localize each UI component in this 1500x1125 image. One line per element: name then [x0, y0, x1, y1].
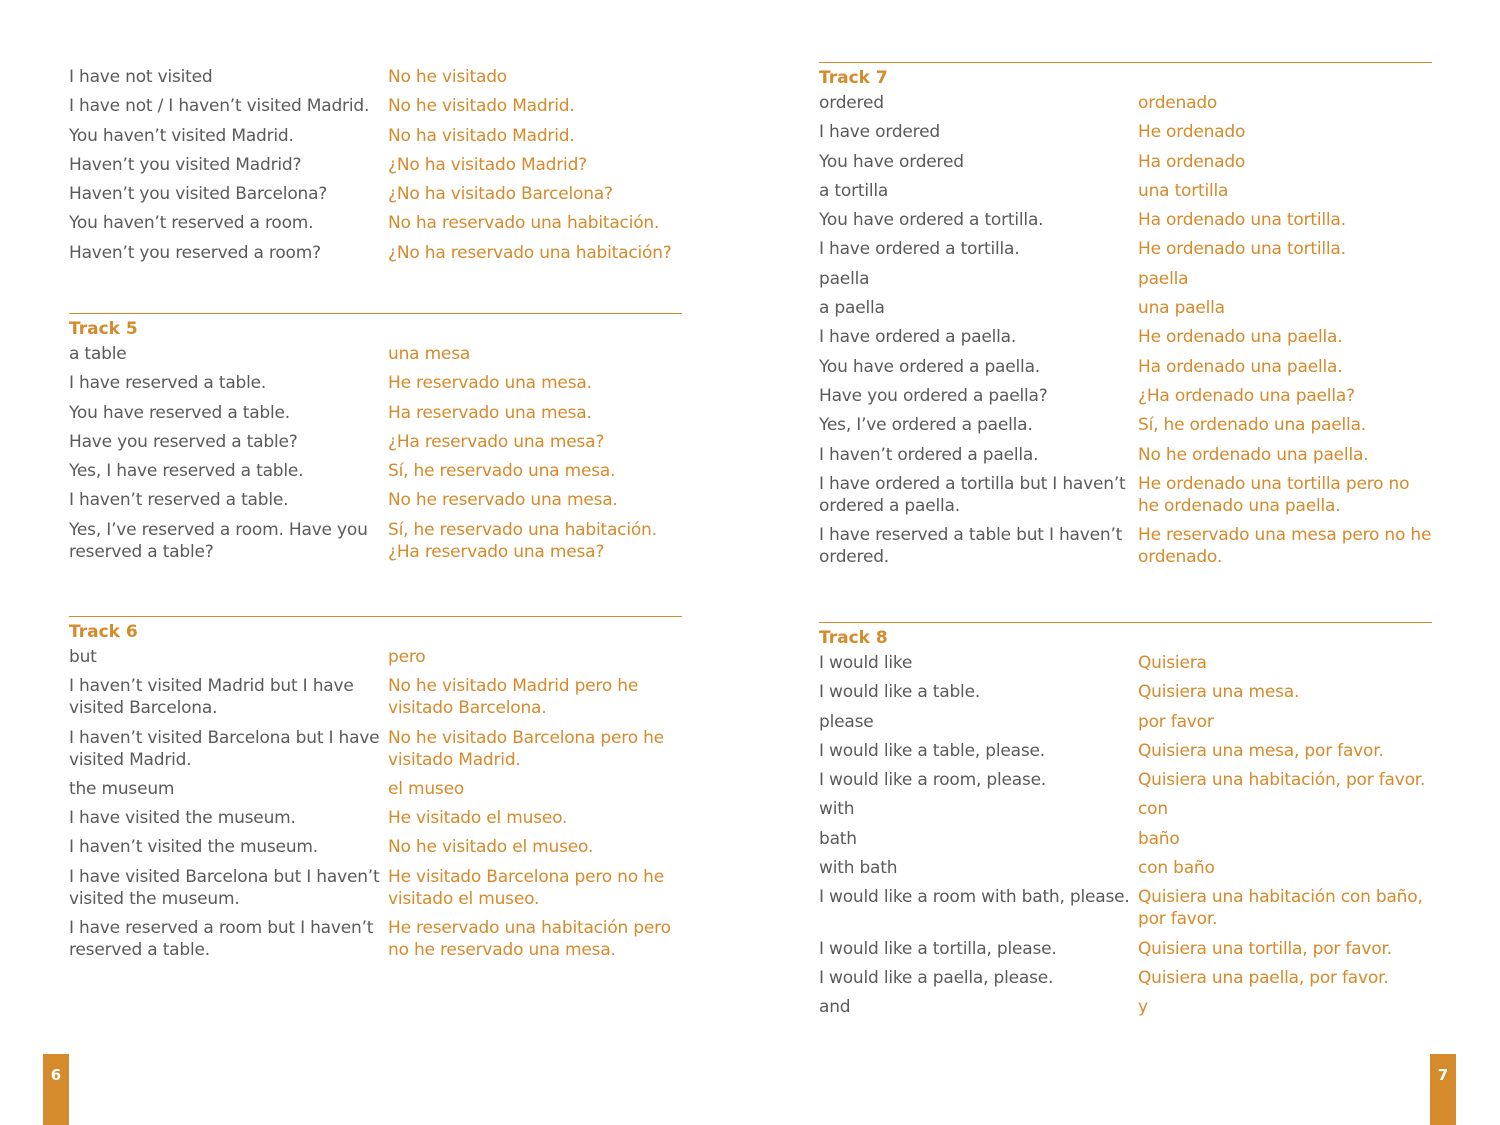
phrase-row — [819, 967, 1432, 989]
section-divider — [69, 313, 682, 314]
phrase-row — [69, 489, 682, 511]
phrase-row — [819, 524, 1432, 568]
phrase-row — [69, 242, 682, 264]
english-phrase: bath — [819, 828, 857, 849]
spanish-phrase: No he visitado Madrid. — [388, 96, 575, 117]
english-phrase: I would like a table, please. — [819, 740, 1045, 761]
phrase-row — [819, 268, 1432, 290]
phrase-row — [819, 385, 1432, 407]
phrase-row — [69, 727, 682, 771]
phrase-row — [819, 444, 1432, 466]
spanish-phrase: He visitado el museo. — [388, 808, 568, 829]
spanish-phrase: No he visitado Madrid pero he visitado Barcelona. — [388, 676, 639, 719]
spanish-phrase: No he visitado Barcelona pero he visitado Madrid. — [388, 727, 664, 770]
phrase-row — [819, 92, 1432, 114]
track-8-title: Track 8 — [819, 628, 888, 648]
phrase-row — [819, 414, 1432, 436]
english-phrase: Have you ordered a paella? — [819, 385, 1048, 406]
spanish-phrase: He ordenado — [1138, 122, 1246, 143]
spanish-phrase: ¿Ha ordenado una paella? — [1138, 385, 1355, 406]
spanish-phrase: una tortilla — [1138, 180, 1229, 201]
english-phrase: a paella — [819, 298, 885, 319]
track-7-section — [819, 62, 1432, 575]
english-phrase: I would like a tortilla, please. — [819, 938, 1057, 959]
english-phrase: I would like a room with bath, please. — [819, 887, 1130, 908]
phrase-row — [819, 857, 1432, 879]
spanish-phrase: Quisiera una tortilla, por favor. — [1138, 938, 1392, 959]
spanish-phrase: el museo — [388, 778, 465, 799]
phrase-row — [819, 297, 1432, 319]
track-6-title: Track 6 — [69, 622, 138, 642]
spanish-phrase: No he visitado — [388, 67, 507, 87]
english-phrase: I have reserved a table. — [69, 373, 267, 394]
right-page — [750, 0, 1500, 1125]
phrase-row — [69, 66, 682, 88]
english-phrase: I have visited the museum. — [69, 808, 296, 829]
phrase-row — [819, 121, 1432, 143]
spanish-phrase: con baño — [1138, 858, 1215, 879]
phrase-row — [819, 356, 1432, 378]
phrase-row — [69, 154, 682, 176]
phrase-row — [69, 460, 682, 482]
english-phrase: You have ordered a paella. — [819, 356, 1040, 377]
phrase-row — [819, 828, 1432, 850]
spanish-phrase: He ordenado una paella. — [1138, 327, 1343, 348]
page-number-tab: 7 — [1430, 1054, 1456, 1125]
phrase-row — [69, 675, 682, 719]
english-phrase: with bath — [819, 858, 898, 879]
english-phrase: Haven’t you visited Madrid? — [69, 154, 302, 175]
spanish-phrase: y — [1138, 997, 1148, 1018]
phrase-row — [819, 798, 1432, 820]
spanish-phrase: una paella — [1138, 298, 1225, 319]
spanish-phrase: ordenado — [1138, 93, 1218, 113]
english-phrase: I haven’t reserved a table. — [69, 490, 289, 511]
phrase-row — [69, 431, 682, 453]
phrase-row — [69, 402, 682, 424]
section-divider — [819, 62, 1432, 63]
english-phrase: I have reserved a table but I haven’t ordered. — [819, 525, 1123, 568]
spanish-phrase: He visitado Barcelona pero no he visitado el museo. — [388, 866, 664, 909]
track-8-section — [819, 622, 1432, 1026]
spanish-phrase: paella — [1138, 268, 1189, 289]
phrase-row — [819, 238, 1432, 260]
spanish-phrase: Ha ordenado una tortilla. — [1138, 210, 1346, 231]
phrase-row — [69, 95, 682, 117]
phrase-row — [69, 807, 682, 829]
english-phrase: I have ordered a tortilla but I haven’t ordered a paella. — [819, 473, 1126, 516]
page-number-tab: 6 — [43, 1054, 69, 1125]
english-phrase: I haven’t visited the museum. — [69, 837, 318, 858]
phrase-row — [819, 180, 1432, 202]
track-8-list — [819, 652, 1432, 1018]
spanish-phrase: Sí, he ordenado una paella. — [1138, 415, 1366, 436]
phrase-row — [69, 778, 682, 800]
spanish-phrase: baño — [1138, 828, 1180, 849]
spanish-phrase: pero — [388, 647, 426, 667]
english-phrase: I have reserved a room but I haven’t reserved a table. — [69, 918, 374, 961]
english-phrase: You have ordered — [819, 151, 964, 172]
track-6-list — [69, 646, 682, 961]
spanish-phrase: Quisiera — [1138, 653, 1207, 673]
english-phrase: and — [819, 997, 851, 1018]
track-6-section — [69, 616, 682, 968]
english-phrase: You have ordered a tortilla. — [819, 210, 1044, 231]
phrase-row — [819, 681, 1432, 703]
english-phrase: Yes, I’ve reserved a room. Have you reserved a table? — [69, 519, 368, 562]
spanish-phrase: He reservado una mesa pero no he ordenado. — [1138, 525, 1432, 568]
english-phrase: Yes, I’ve ordered a paella. — [819, 415, 1033, 436]
spanish-phrase: No he visitado el museo. — [388, 837, 594, 858]
english-phrase: Yes, I have reserved a table. — [69, 461, 304, 482]
english-phrase: I would like — [819, 653, 913, 673]
english-phrase: a table — [69, 344, 127, 364]
english-phrase: I have not / I haven’t visited Madrid. — [69, 96, 370, 117]
phrase-row — [819, 711, 1432, 733]
english-phrase: I would like a table. — [819, 682, 981, 703]
spanish-phrase: Ha ordenado una paella. — [1138, 356, 1343, 377]
english-phrase: Haven’t you reserved a room? — [69, 242, 321, 263]
phrase-row — [819, 473, 1432, 517]
phrase-row — [69, 836, 682, 858]
english-phrase: Haven’t you visited Barcelona? — [69, 184, 328, 205]
english-phrase: please — [819, 711, 874, 732]
english-phrase: with — [819, 799, 855, 820]
phrase-row — [819, 326, 1432, 348]
spanish-phrase: Quisiera una mesa. — [1138, 682, 1300, 703]
spanish-phrase: Sí, he reservado una habitación. ¿Ha reservado una mesa? — [388, 519, 657, 562]
spanish-phrase: He reservado una habitación pero no he reservado una mesa. — [388, 918, 671, 961]
section-divider — [819, 622, 1432, 623]
spanish-phrase: ¿No ha reservado una habitación? — [388, 242, 672, 263]
phrase-row — [819, 151, 1432, 173]
english-phrase: a tortilla — [819, 180, 889, 201]
english-phrase: I have not visited — [69, 67, 213, 87]
english-phrase: but — [69, 647, 97, 667]
english-phrase: paella — [819, 268, 870, 289]
phrase-row — [69, 646, 682, 668]
spanish-phrase: Quisiera una paella, por favor. — [1138, 967, 1389, 988]
english-phrase: the museum — [69, 778, 175, 799]
phrase-row — [819, 652, 1432, 674]
english-phrase: I would like a room, please. — [819, 770, 1047, 791]
spanish-phrase: He ordenado una tortilla. — [1138, 239, 1346, 260]
spanish-phrase: Sí, he reservado una mesa. — [388, 461, 616, 482]
phrase-row — [69, 343, 682, 365]
english-phrase: Have you reserved a table? — [69, 431, 298, 452]
spanish-phrase: por favor — [1138, 711, 1214, 732]
phrase-row — [819, 886, 1432, 930]
spanish-phrase: Ha ordenado — [1138, 151, 1246, 172]
spanish-phrase: Ha reservado una mesa. — [388, 402, 592, 423]
english-phrase: I have ordered a paella. — [819, 327, 1017, 348]
track-5-section — [69, 313, 682, 570]
phrase-row — [69, 917, 682, 961]
phrase-row — [69, 125, 682, 147]
spanish-phrase: una mesa — [388, 344, 471, 364]
spanish-phrase: No ha visitado Madrid. — [388, 125, 575, 146]
spanish-phrase: Quisiera una habitación con baño, por favor. — [1138, 887, 1423, 930]
english-phrase: I have visited Barcelona but I haven’t visited the museum. — [69, 866, 380, 909]
spanish-phrase: No he reservado una mesa. — [388, 490, 618, 511]
english-phrase: I have ordered a tortilla. — [819, 239, 1020, 260]
spanish-phrase: No ha reservado una habitación. — [388, 213, 660, 234]
english-phrase: I haven’t visited Barcelona but I have visited Madrid. — [69, 727, 380, 770]
spanish-phrase: ¿Ha reservado una mesa? — [388, 431, 605, 452]
phrase-row — [819, 769, 1432, 791]
phrase-row — [69, 372, 682, 394]
intro-list — [69, 66, 682, 264]
phrase-row — [819, 996, 1432, 1018]
track-5-list — [69, 343, 682, 563]
english-phrase: I would like a paella, please. — [819, 967, 1054, 988]
track-5-title: Track 5 — [69, 319, 138, 339]
english-phrase: I haven’t ordered a paella. — [819, 444, 1039, 465]
spanish-phrase: He reservado una mesa. — [388, 373, 592, 394]
english-phrase: ordered — [819, 93, 884, 113]
track-7-list — [819, 92, 1432, 568]
phrase-row — [69, 519, 682, 563]
phrase-row — [819, 938, 1432, 960]
intro-section — [69, 66, 682, 271]
spanish-phrase: Quisiera una mesa, por favor. — [1138, 740, 1384, 761]
phrase-row — [819, 209, 1432, 231]
track-7-title: Track 7 — [819, 68, 888, 88]
spanish-phrase: ¿No ha visitado Madrid? — [388, 154, 587, 175]
english-phrase: You haven’t reserved a room. — [69, 213, 314, 234]
phrase-row — [69, 866, 682, 910]
spanish-phrase: He ordenado una tortilla pero no he ordenado una paella. — [1138, 473, 1410, 516]
english-phrase: You haven’t visited Madrid. — [69, 125, 294, 146]
spanish-phrase: Quisiera una habitación, por favor. — [1138, 770, 1426, 791]
spanish-phrase: con — [1138, 799, 1168, 820]
phrase-row — [69, 212, 682, 234]
phrase-row — [819, 740, 1432, 762]
phrase-row — [69, 183, 682, 205]
english-phrase: I haven’t visited Madrid but I have visited Barcelona. — [69, 676, 354, 719]
section-divider — [69, 616, 682, 617]
spanish-phrase: No he ordenado una paella. — [1138, 444, 1369, 465]
english-phrase: I have ordered — [819, 122, 940, 143]
english-phrase: You have reserved a table. — [69, 402, 290, 423]
spanish-phrase: ¿No ha visitado Barcelona? — [388, 184, 613, 205]
